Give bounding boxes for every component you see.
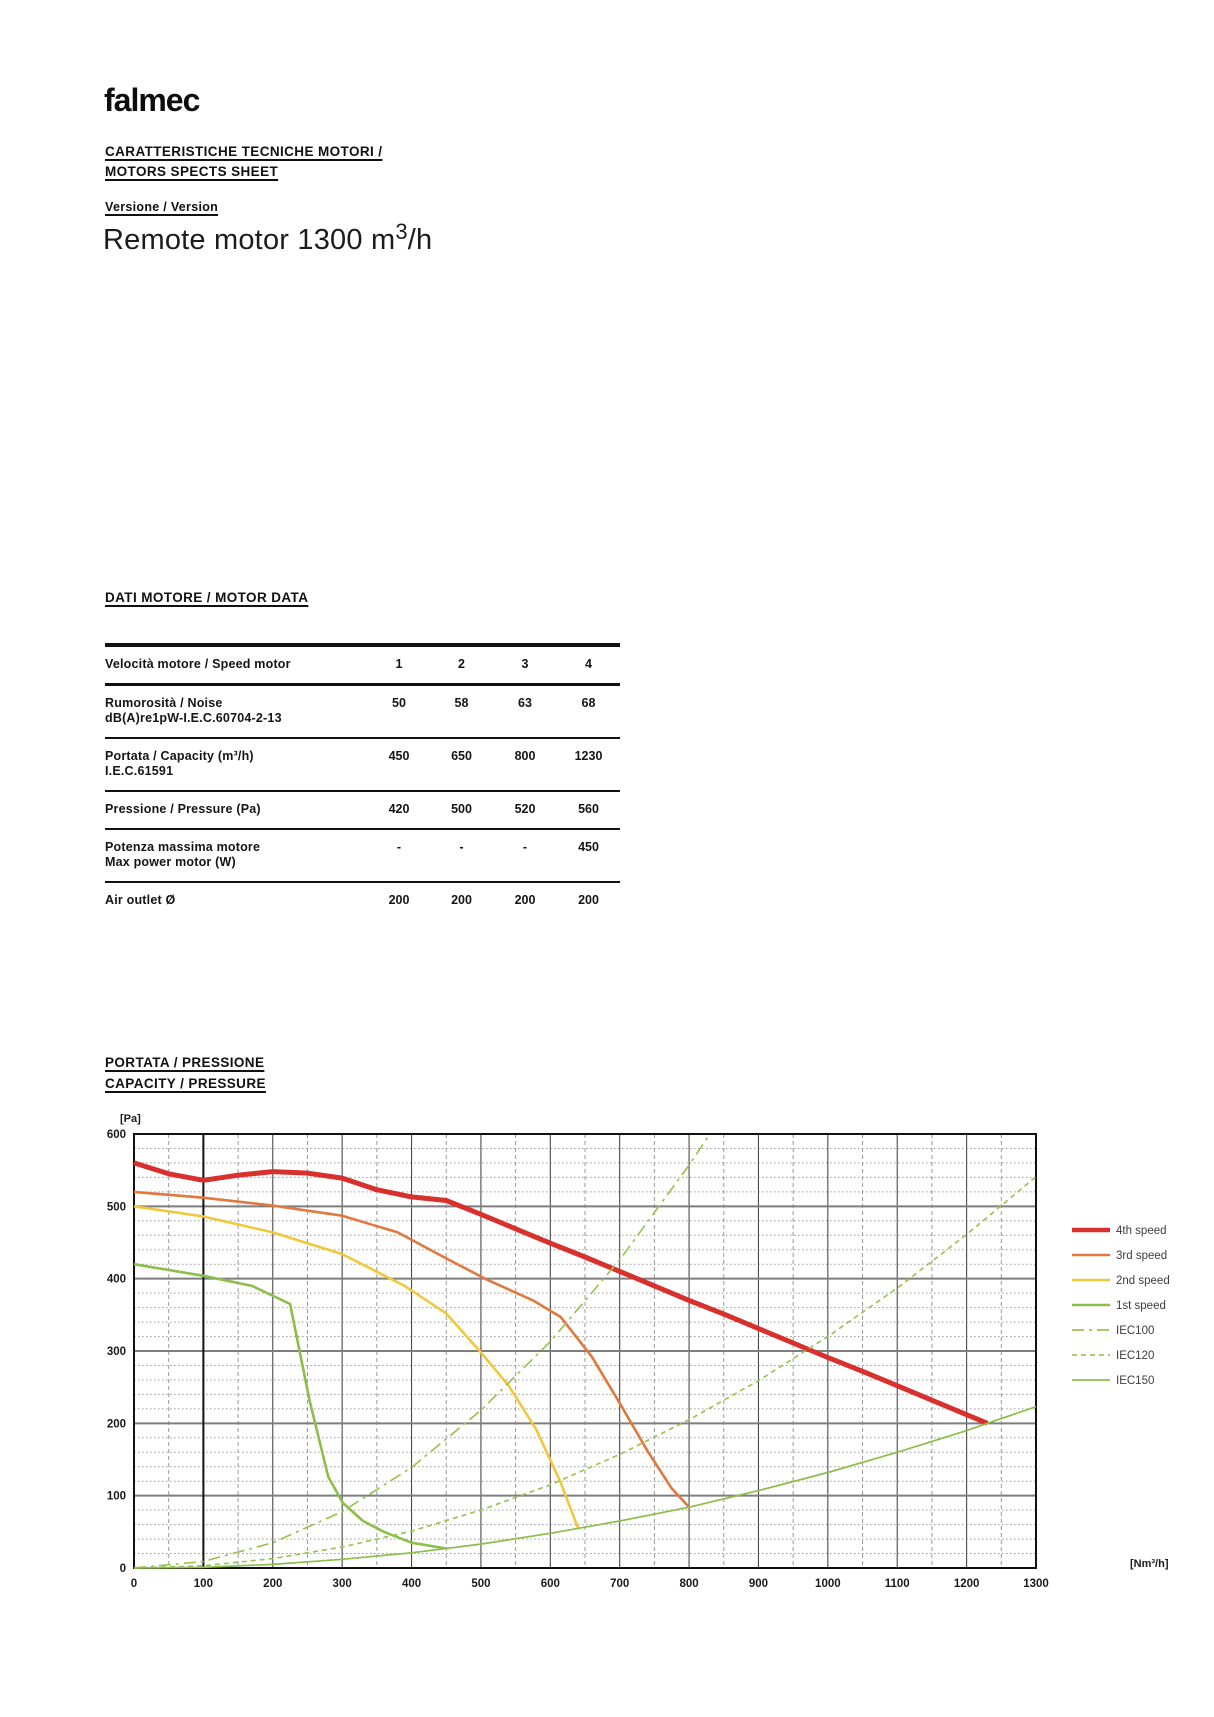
table-row [105, 647, 620, 686]
svg-text:500: 500 [471, 1578, 491, 1590]
legend-label: IEC100 [1116, 1325, 1155, 1337]
capacity-pressure-chart [90, 1095, 1214, 1635]
y-axis-unit-label: [Pa] [120, 1113, 141, 1125]
table-cell: 200 [514, 893, 536, 907]
svg-text:200: 200 [106, 1418, 126, 1431]
legend-item-1st-speed [1072, 1300, 1166, 1312]
table-cell: 450 [578, 840, 599, 854]
row-label: Potenza massima motore Max power motor (W) [105, 840, 261, 869]
table-cell: - [459, 840, 464, 854]
svg-text:0: 0 [130, 1578, 138, 1590]
legend-item-2nd-speed [1072, 1275, 1170, 1287]
legend-label: IEC120 [1116, 1350, 1155, 1362]
table-cell: 63 [518, 696, 532, 710]
version-text: Remote motor 1300 m [103, 224, 396, 256]
table-row [105, 830, 620, 883]
table-cell: - [522, 840, 528, 854]
svg-text:600: 600 [106, 1129, 126, 1141]
table-cell: 1230 [574, 749, 603, 763]
svg-text:600: 600 [540, 1578, 560, 1590]
svg-text:1100: 1100 [884, 1578, 910, 1590]
chart-legend [1072, 1225, 1170, 1387]
row-label: Air outlet Ø [105, 893, 176, 907]
doc-title [105, 142, 382, 182]
doc-title-line2: MOTORS SPECTS SHEET [105, 164, 279, 179]
row-label: Velocità motore / Speed motor [105, 657, 291, 671]
table-cell: 3 [521, 657, 529, 671]
table-row [105, 739, 620, 792]
svg-text:900: 900 [748, 1578, 769, 1590]
table-cell: 520 [514, 802, 536, 816]
svg-text:1200: 1200 [953, 1578, 980, 1590]
legend-item-3rd-speed [1072, 1250, 1167, 1262]
series-line-1st-speed [134, 1264, 446, 1548]
svg-text:1300: 1300 [1023, 1578, 1049, 1590]
series-line-2nd-speed [134, 1206, 578, 1528]
legend-item-4th-speed [1072, 1225, 1167, 1237]
table-cell: 450 [388, 749, 410, 763]
version-superscript: 3 [395, 219, 408, 244]
svg-text:0: 0 [119, 1563, 126, 1575]
table-cell: 200 [451, 893, 472, 907]
svg-text:100: 100 [193, 1578, 213, 1590]
legend-item-iec100 [1072, 1325, 1154, 1337]
svg-text:200: 200 [263, 1578, 283, 1590]
table-cell: 420 [388, 802, 410, 816]
svg-text:400: 400 [106, 1273, 126, 1286]
svg-text:300: 300 [106, 1346, 126, 1358]
table-row [105, 792, 620, 830]
motor-data-title: DATI MOTORE / MOTOR DATA [105, 590, 309, 605]
svg-text:500: 500 [106, 1201, 126, 1214]
chart-title-line2: CAPACITY / PRESSURE [105, 1075, 266, 1091]
chart-title-line1: PORTATA / PRESSIONE [105, 1055, 265, 1070]
svg-text:700: 700 [610, 1578, 630, 1590]
table-cell: 200 [578, 893, 599, 907]
svg-text:300: 300 [332, 1578, 352, 1590]
legend-label: 4th speed [1116, 1225, 1167, 1237]
svg-text:100: 100 [106, 1490, 126, 1503]
row-label: Pressione / Pressure (Pa) [105, 802, 261, 816]
table-cell: 1 [395, 657, 403, 671]
falmec-logo: falmec [104, 82, 200, 118]
table-cell: 68 [581, 696, 596, 710]
legend-label: 3rd speed [1116, 1250, 1168, 1262]
table-row [105, 883, 620, 919]
table-row [105, 686, 620, 739]
version-unit-suffix: /h [407, 224, 433, 256]
legend-item-iec150 [1072, 1375, 1154, 1387]
table-cell: 200 [388, 893, 410, 907]
table-cell: 50 [392, 696, 406, 710]
doc-title-line1: CARATTERISTICHE TECNICHE MOTORI / [105, 144, 383, 159]
table-cell: 58 [454, 696, 469, 710]
table-cell: 650 [451, 749, 472, 763]
table-cell: 560 [578, 802, 599, 816]
svg-text:400: 400 [401, 1578, 422, 1590]
version-value [103, 219, 433, 257]
chart-section-title [105, 1053, 266, 1094]
table-cell: - [396, 840, 402, 854]
version-label: Versione / Version [105, 200, 219, 214]
table-cell: 2 [458, 657, 465, 671]
svg-text:1000: 1000 [815, 1578, 841, 1590]
row-label: Rumorosità / Noise dB(A)re1pW-I.E.C.60704-2-13 [105, 696, 282, 725]
legend-label: 1st speed [1116, 1300, 1166, 1312]
table-cell: 800 [514, 749, 536, 763]
row-label: Portata / Capacity (m³/h) I.E.C.61591 [105, 749, 254, 778]
table-cell: 4 [585, 657, 592, 671]
table-cell: 500 [451, 802, 472, 816]
legend-label: IEC150 [1116, 1375, 1155, 1387]
x-axis-unit-label: [Nm³/h] [1130, 1558, 1169, 1570]
legend-item-iec120 [1072, 1350, 1154, 1362]
motor-data-table [105, 643, 620, 919]
svg-text:800: 800 [679, 1578, 699, 1590]
legend-label: 2nd speed [1116, 1275, 1170, 1287]
